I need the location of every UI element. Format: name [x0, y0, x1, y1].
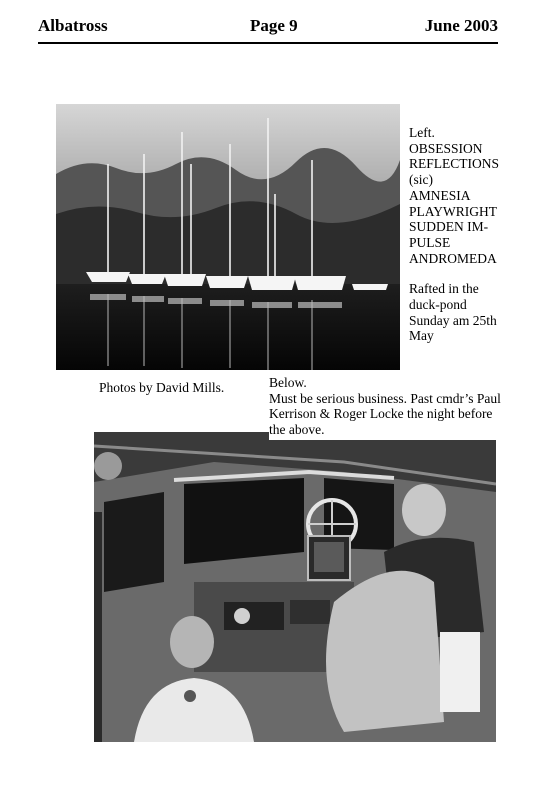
caption-line: the above. — [269, 422, 325, 438]
caption-line: AMNESIA — [409, 187, 471, 203]
caption-line: Kerrison & Roger Locke the night before — [269, 406, 493, 422]
caption-line: PULSE — [409, 234, 451, 250]
page-number: Page 9 — [250, 16, 298, 35]
photo-credit: Photos by David Mills. — [99, 380, 225, 395]
caption-line: Left. — [409, 125, 435, 140]
caption-line: PLAYWRIGHT — [409, 203, 498, 219]
caption-line: OBSESSION — [409, 140, 483, 156]
rafted-yachts-photo — [56, 104, 400, 370]
rafted-note: Rafted in the duck-pond Sunday am 25th May — [409, 281, 497, 344]
header-rule — [38, 42, 498, 44]
cabin-interior-photo — [94, 432, 496, 742]
newsletter-title: Albatross — [38, 16, 108, 35]
page-header — [38, 16, 498, 40]
issue-date: June 2003 — [424, 16, 498, 35]
caption-line: SUDDEN IM- — [409, 219, 489, 235]
caption-line: Must be serious business. Past cmdr’s Paul — [269, 390, 501, 406]
right-caption — [409, 125, 509, 344]
caption-line: (sic) — [409, 172, 433, 188]
caption-line: Below. — [269, 375, 307, 390]
caption-line: ANDROMEDA — [409, 250, 497, 266]
below-caption — [269, 375, 509, 440]
caption-line: REFLECTIONS — [409, 156, 500, 172]
